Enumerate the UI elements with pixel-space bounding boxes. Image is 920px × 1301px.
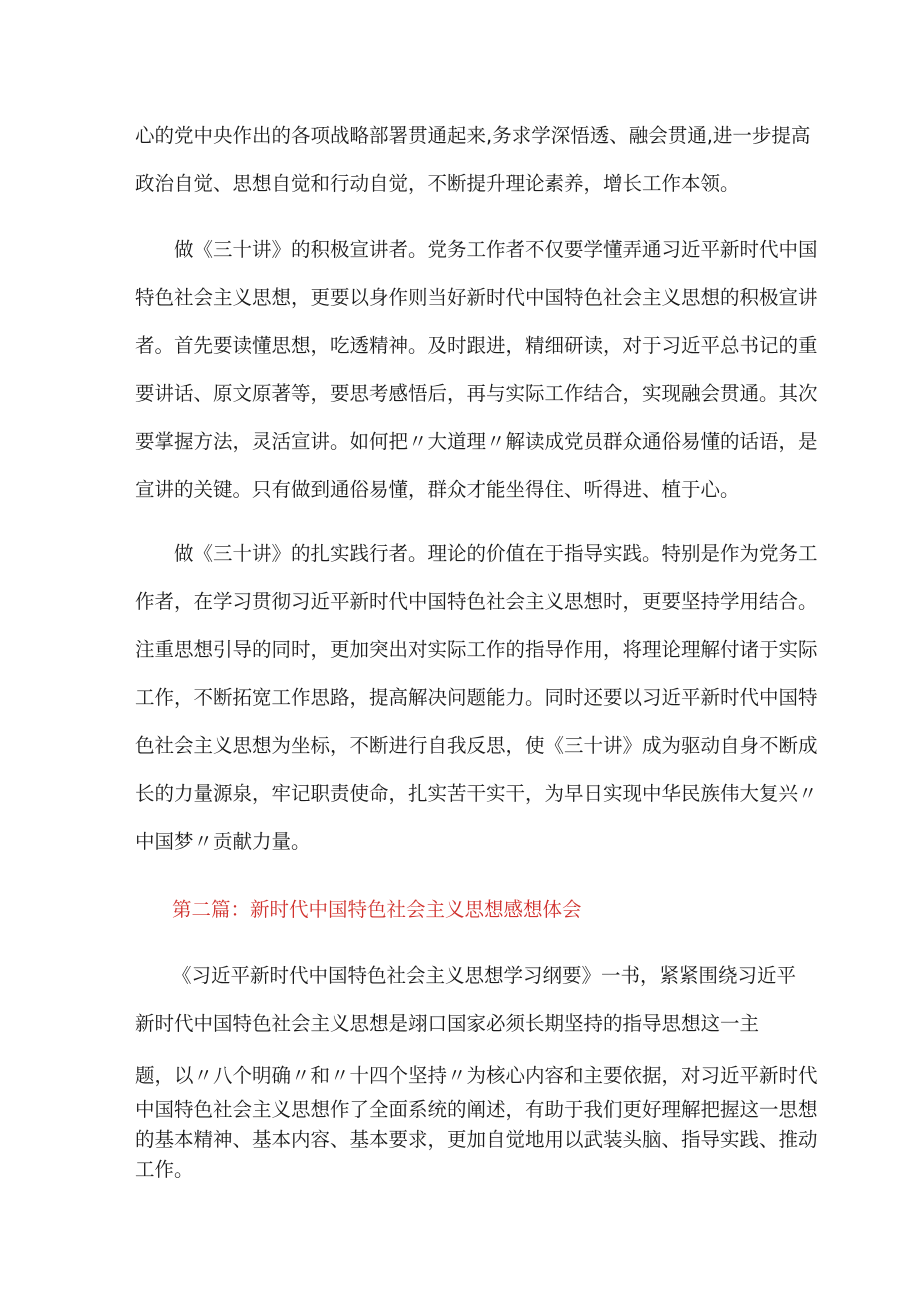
paragraph-first-line: 《习近平新时代中国特色社会主义思想学习纲要》一书，紧紧围绕习近平 <box>172 964 797 987</box>
body-text-line: 心的党中央作出的各项战略部署贯通起来,务求学深悟透、融会贯通,进一步提高 <box>135 124 811 147</box>
paragraph-first-line: 做《三十讲》的积极宣讲者。党务工作者不仅要学懂弄通习近平新时代中国 <box>174 238 818 261</box>
body-text-line: 工作。 <box>135 1158 194 1181</box>
body-text-line: 工作，不断拓宽工作思路，提高解决问题能力。同时还要以习近平新时代中国特 <box>135 686 818 709</box>
body-text-line: 色社会主义思想为坐标，不断进行自我反思，使《三十讲》成为驱动自身不断成 <box>135 734 818 757</box>
body-text-line: 中国特色社会主义思想作了全面系统的阐述，有助于我们更好理解把握这一思想 <box>135 1098 818 1121</box>
section-heading: 第二篇：新时代中国特色社会主义思想感想体会 <box>172 898 582 921</box>
body-text-line: 中国梦〃贡献力量。 <box>135 830 311 853</box>
body-text-line: 作者，在学习贯彻习近平新时代中国特色社会主义思想时，更要坚持学用结合。 <box>135 590 818 613</box>
body-text-line: 长的力量源泉，牢记职责使命，扎实苦干实干，为早日实现中华民族伟大复兴〃 <box>135 782 818 805</box>
paragraph-first-line: 做《三十讲》的扎实践行者。理论的价值在于指导实践。特别是作为党务工 <box>174 542 818 565</box>
body-text-line: 要掌握方法，灵活宣讲。如何把〃大道理〃解读成党员群众通俗易懂的话语，是 <box>135 430 818 453</box>
body-text-line: 要讲话、原文原著等，要思考感悟后，再与实际工作结合，实现融会贯通。其次 <box>135 382 818 405</box>
body-text-line: 特色社会主义思想，更要以身作则当好新时代中国特色社会主义思想的积极宣讲 <box>135 286 818 309</box>
body-text-line: 注重思想引导的同时，更加突出对实际工作的指导作用，将理论理解付诸于实际 <box>135 638 818 661</box>
body-text-line: 题，以〃八个明确〃和〃十四个坚持〃为核心内容和主要依据，对习近平新时代 <box>135 1064 818 1087</box>
body-text-line: 新时代中国特色社会主义思想是翊口国家必须长期坚持的指导思想这一主 <box>135 1012 760 1035</box>
body-text-line: 宣讲的关键。只有做到通俗易懂，群众才能坐得住、听得进、植于心。 <box>135 478 740 501</box>
body-text-line: 者。首先要读懂思想，吃透精神。及时跟进，精细研读，对于习近平总书记的重 <box>135 334 818 357</box>
body-text-line: 政治自觉、思想自觉和行动自觉，不断提升理论素养，增长工作本领。 <box>135 172 740 195</box>
body-text-line: 的基本精神、基本内容、基本要求，更加自觉地用以武装头脑、指导实践、推动 <box>135 1128 818 1151</box>
